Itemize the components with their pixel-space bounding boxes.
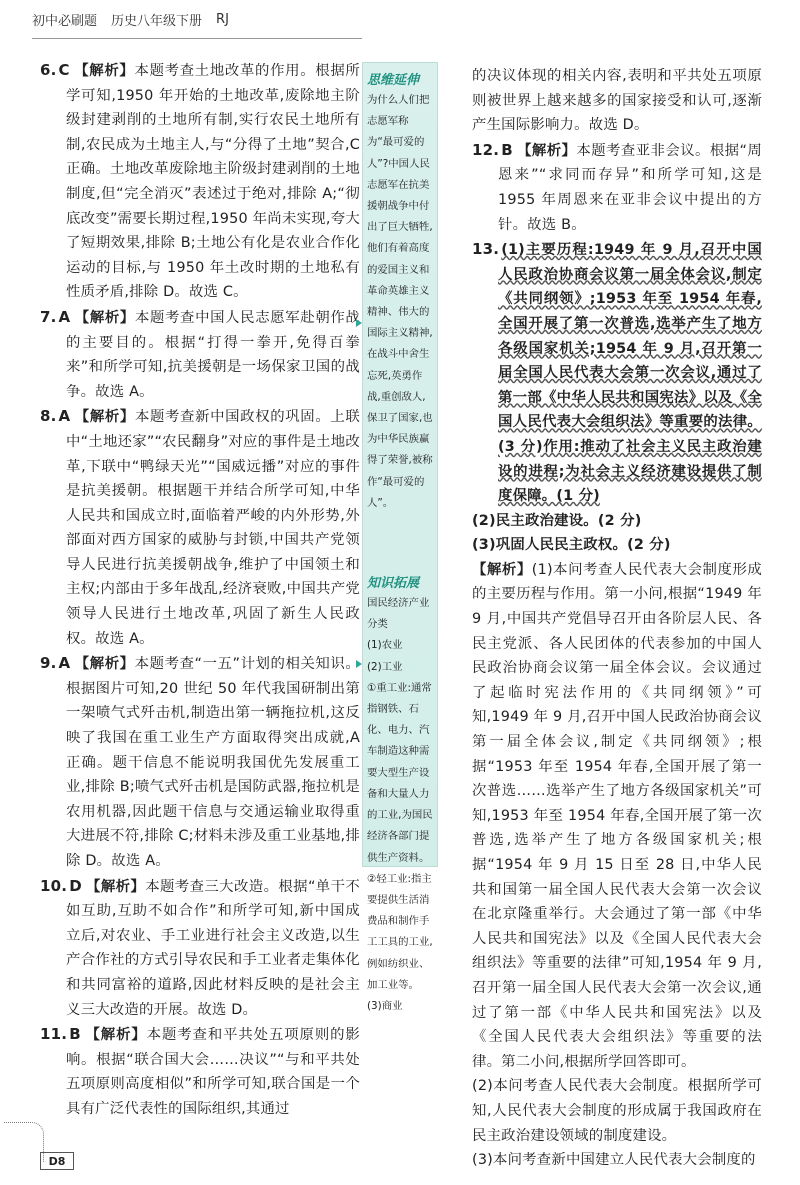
series-title: 初中必刷题 [32, 13, 98, 29]
sidebar-knowledge-line: (1)农业 [367, 639, 403, 652]
edition-label: RJ [216, 11, 229, 27]
sidebar-knowledge-line: 国民经济产业分类 [367, 597, 430, 631]
subject-title: 历史八年级下册 [111, 13, 203, 29]
sidebar-knowledge-line: ①重工业:通常指钢铁、石化、电力、汽车制造这种需要大型生产设备和大量人力的工业,为国民经济各部门提供生产资料。 [367, 681, 433, 864]
answer-item-13: 13. (1)主要历程:1949 年 9 月,召开中国人民政治协商会议第一届全体会议,制定《共同纲领》;1953 年至 1954 年春,全国开展了第一次普选,选举产生了地方各级国家机关;1954 年 9 月,召开第一届全国人民代表大会第一次会议,通过了第一部《中华人民共和国宪法》以及《全国人民代表大会组织法》等重要的法律。(3 分)作用:推动了社会主义民主政治建设的进程;为社会主义经济建设提供了制度保障。(1 分) [472, 240, 762, 505]
sidebar-knowledge-line: ②轻工业:指主要提供生活消费品和制作手工工具的工业,例如纺织业、加工业等。 [367, 872, 433, 991]
header-rule [32, 38, 362, 39]
footer-decoration [4, 1122, 44, 1162]
item-13-part3: (3)巩固人民民主政权。(2 分) [472, 537, 671, 554]
sidebar-knowledge-line: (2)工业 [367, 660, 403, 673]
answer-item-12: 12. B 【解析】本题考查亚非会议。根据“周恩来”“求同而存异”和所学可知,这是 1955 年周恩来在亚非会议中提出的方针。故选 B。 [472, 140, 762, 233]
answer-item-7: 7. A 【解析】本题考查中国人民志愿军赴朝作战的主要目的。根据“打得一拳开,免得百拳来”和所学可知,抗美援朝是一场保家卫国的战争。故选 A。 [40, 307, 360, 400]
right-column [472, 64, 762, 1173]
item-13-analysis-3: (3)本问考查新中国建立人民代表大会制度的 [472, 1152, 756, 1169]
item-11-continued: 的决议体现的相关内容,表明和平共处五项原则被世界上越来越多的国家接受和认可,逐渐产生国际影响力。故选 D。 [472, 68, 762, 134]
page-header [32, 8, 229, 30]
answer-item-6: 6. C 【解析】本题考查土地改革的作用。根据所学可知,1950 年开始的土地改革,废除地主阶级封建剥削的土地所有制,实行农民土地所有制,农民成为土地主人,与“分得了土地”契合,C 正确。土地改革废除地主阶级封建剥削的土地制度,但“完全消灭”表述过于绝对,排除 A;“彻底改变”需要长期过程,1950 年尚未实现,夸大了短期效果,排除 B;土地公有化是农业合作化运动的目标,与 1950 年土改时期的土地私有性质矛盾,排除 D。故选 C。 [40, 61, 360, 301]
item-13-analysis-2: (2)本问考查人民代表大会制度。根据所学可知,人民代表大会制度的形成属于我国政府在民主政治建设领域的制度建设。 [472, 1078, 762, 1144]
item-13-part2: (2)民主政治建设。(2 分) [472, 512, 642, 529]
answer-item-10: 10. D 【解析】本题考查三大改造。根据“单干不如互助,互助不如合作”和所学可知,新中国成立后,对农业、手工业进行社会主义改造,以生产合作社的方式引导农民和手工业者走集体化和共同富裕的道路,因此材料反映的是社会主义三大改造的开展。故选 D。 [40, 876, 360, 1018]
answer-item-8: 8. A 【解析】本题考查新中国政权的巩固。上联中“土地还家”“农民翻身”对应的事件是土地改革,下联中“鸭绿天光”“国威远播”对应的事件是抗美援朝。根据题干并结合所学可知,中华人民共和国成立时,面临着严峻的内外形势,外部面对西方国家的威胁与封锁,中国共产党领导人民进行抗美援朝战争,维护了中国领土和主权;内部由于多年战乱,经济衰败,中国共产党领导人民进行土地改革,巩固了新生人民政权。故选 A。 [40, 407, 360, 647]
answer-item-9: 9. A 【解析】本题考查“一五”计划的相关知识。根据图片可知,20 世纪 50 年代我国研制出第一架喷气式歼击机,制造出第一辆拖拉机,这反映了我国在重工业生产方面取得突出成就,A 正确。题干信息不能说明我国优先发展重工业,排除 B;喷气式歼击机是国防武器,拖拉机是农用机器,因此题干信息与交通运输业取得重大进展不符,排除 C;材料未涉及重工业基地,排除 D。故选 A。 [40, 654, 360, 869]
answer-item-11: 11. B 【解析】本题考查和平共处五项原则的影响。根据“联合国大会……决议”“与和平共处五项原则高度相似”和所学可知,联合国是一个具有广泛代表性的国际组织,其通过 [40, 1025, 360, 1117]
sidebar-knowledge-line: (3)商业 [367, 999, 403, 1012]
sidebar-title-knowledge: 知识拓展 [367, 576, 420, 592]
sidebar-text-thinking: 为什么人们把志愿军称为“最可爱的人”?中国人民志愿军在抗美援朝战争中付出了巨大牺牲,他们有着高度的爱国主义和革命英雄主义精神、伟大的国际主义精神,在战斗中舍生忘死,英勇作战,重创敌人,保卫了国家,也为中华民族赢得了荣誉,被称作“最可爱的人”。 [367, 94, 433, 509]
page-number: D8 [40, 1152, 74, 1170]
margin-sidebar [362, 62, 438, 1012]
item-13-analysis-1: 【解析】(1)本问考查人民代表大会制度形成的主要历程与作用。第一小问,根据“1949 年 9 月,中国共产党倡导召开由各阶层人民、各民主党派、各人民团体的代表参加的中国人民政治协商会议第一届全体会议。会议通过了起临时宪法作用的《共同纲领》”可知,1949 年 9 月,召开中国人民政治协商会议第一届全体会议,制定《共同纲领》;根据“1953 年至 1954 年春,全国开展了第一次普选……选举产生了地方各级国家机关”可知,1953 年至 1954 年春,全国开展了第一次普选,选举产生了地方各级国家机关;根据“1954 年 9 月 15 日至 28 日,中华人民共和国第一届全国人民代表大会第一次会议在北京隆重举行。大会通过了第一部《中华人民共和国宪法》以及《全国人民代表大会组织法》等重要的法律”可知,1954 年 9 月,召开第一届全国人民代表大会第一次会议,通过了第一部《中华人民共和国宪法》以及《全国人民代表大会组织法》等重要的法律。第二小问,根据所学回答即可。 [472, 561, 762, 1070]
item-13-part1: (1)主要历程:1949 年 9 月,召开中国人民政治协商会议第一届全体会议,制定《共同纲领》;1953 年至 1954 年春,全国开展了第一次普选,选举产生了地方各级国家机关;1954 年 9 月,召开第一届全国人民代表大会第一次会议,通过了第一部《中华人民共和国宪法》以及《全国人民代表大会组织法》等重要的法律。(3 分)作用:推动了社会主义民主政治建设的进程;为社会主义经济建设提供了制度保障。(1 分) [498, 242, 762, 505]
sidebar-title-thinking: 思维延伸 [367, 73, 420, 88]
left-column [40, 58, 360, 1122]
sidebar-gap [363, 514, 437, 566]
